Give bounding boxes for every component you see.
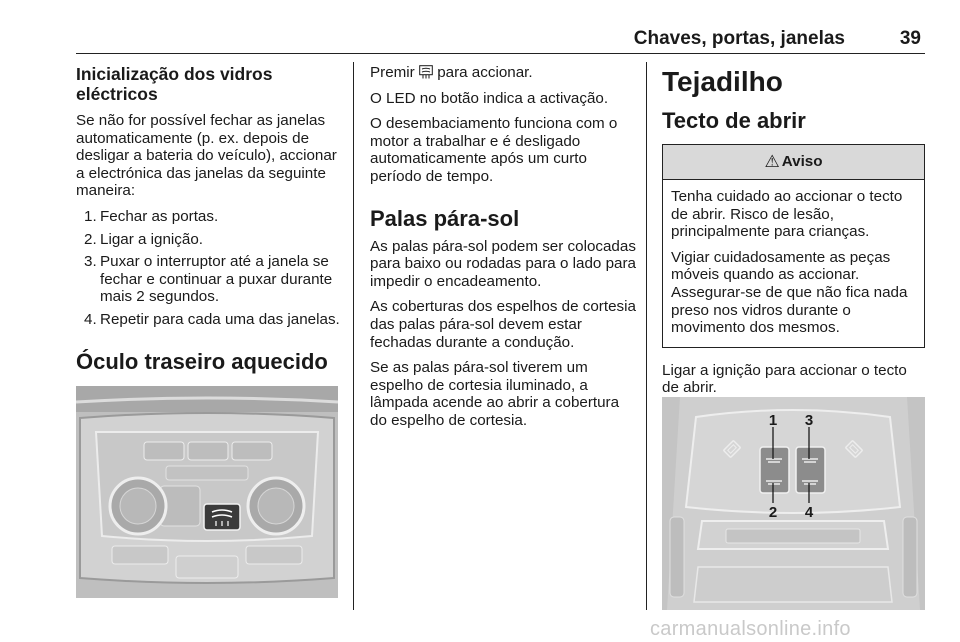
sunroof-switch-figure <box>662 397 925 610</box>
sun-visor-paragraph-2: As coberturas dos espelhos de cortesia das palas pára-sol devem estar fechadas durante a condução. <box>370 298 636 351</box>
list-item: 2. Ligar a ignição. <box>84 230 204 248</box>
column-1 <box>76 64 342 389</box>
auto-off-paragraph: O desembaciamento funciona com o motor a trabalhar e é desligado automaticamente após um curto período de tempo. <box>370 115 618 185</box>
header-title: Chaves, portas, janelas <box>633 28 845 49</box>
page-header <box>76 28 925 52</box>
list-item: 4. Repetir para cada uma das janelas. <box>84 310 340 328</box>
watermark: carmanualsonline.info <box>650 618 851 640</box>
column-divider-1 <box>353 62 354 610</box>
rear-defrost-icon <box>419 65 433 79</box>
callout-label-4: 4 <box>804 504 814 521</box>
section-heading-window-init: Inicialização dos vidros eléctricos <box>76 64 273 104</box>
warning-body <box>663 180 924 347</box>
press-instruction: Premir para accionar. <box>370 64 533 81</box>
list-item: 1. Fechar as portas. <box>84 207 219 225</box>
column-3 <box>662 66 925 405</box>
climate-panel-figure <box>76 386 338 598</box>
sun-visor-paragraph-1: As palas pára-sol podem ser colocadas para baixo ou rodadas para o lado para impedir o encadeamento. <box>370 237 636 290</box>
section-heading-sun-visors: Palas pára-sol <box>370 205 520 231</box>
sun-visor-paragraph-3: Se as palas pára-sol tiverem um espelho de cortesia iluminado, a lâmpada acende ao abrir a cobertura do espelho de cortesia. <box>370 359 620 429</box>
sunroof-switch-left <box>760 447 789 493</box>
callout-label-3: 3 <box>804 412 814 429</box>
sunroof-switch-right <box>796 447 825 493</box>
intro-paragraph: Se não for possível fechar as janelas automaticamente (p. ex. depois de desligar a bateria do veículo), accionar a electrónica das janelas da seguinte maneira: <box>76 112 337 200</box>
steps-list <box>76 208 342 329</box>
column-2 <box>370 64 636 438</box>
section-heading-rear-window: Óculo traseiro aquecido <box>76 348 328 374</box>
warning-triangle-icon: ⚠ <box>764 152 780 172</box>
warning-label: Aviso <box>781 153 823 171</box>
warning-box <box>662 144 925 348</box>
page-number: 39 <box>899 28 921 49</box>
ignition-paragraph: Ligar a ignição para accionar o tecto de abrir. <box>662 361 907 397</box>
header-rule <box>76 53 925 54</box>
section-heading-sunroof: Tecto de abrir <box>662 108 806 133</box>
led-paragraph: O LED no botão indica a activação. <box>370 89 609 107</box>
callout-label-1: 1 <box>768 412 778 429</box>
list-item: 3. Puxar o interruptor até a janela se fechar e continuar a puxar durante mais 2 segundos. <box>84 253 333 306</box>
chapter-title-roof: Tejadilho <box>662 66 783 97</box>
column-divider-2 <box>646 62 647 610</box>
warning-header <box>663 145 924 180</box>
warning-paragraph-2: Vigiar cuidadosamente as peças móveis quando as accionar. Assegurar-se de que não fica nada preso nos vidros durante o movimento dos mesmos. <box>671 248 908 337</box>
callout-label-2: 2 <box>768 504 778 521</box>
warning-paragraph-1: Tenha cuidado ao accionar o tecto de abrir. Risco de lesão, principalmente para crianças. <box>671 188 903 241</box>
